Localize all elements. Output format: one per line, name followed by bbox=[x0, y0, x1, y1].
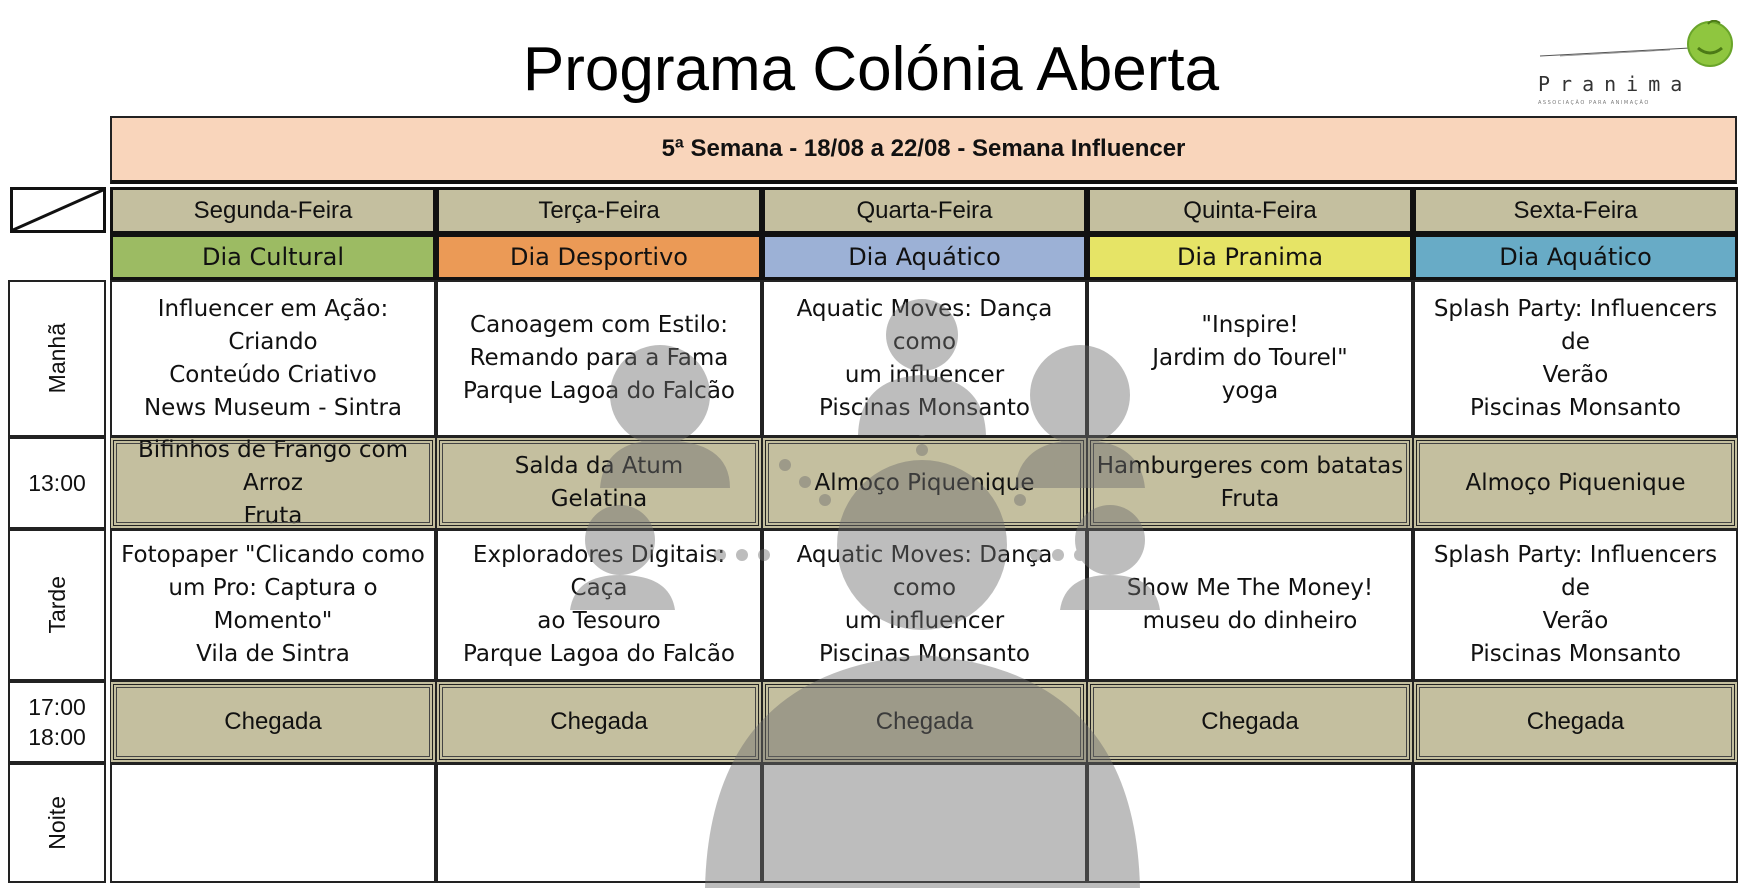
night-friday bbox=[1413, 763, 1738, 883]
afternoon-tuesday: Exploradores Digitais: Caça ao Tesouro Parque Lagoa do Falcão bbox=[436, 529, 762, 681]
theme-friday: Dia Aquático bbox=[1413, 234, 1738, 280]
lunch-thursday: Hamburgeres com batatas Fruta bbox=[1087, 437, 1413, 529]
green-apple-icon bbox=[1530, 20, 1735, 80]
logo-wordmark: Pranima bbox=[1538, 72, 1693, 96]
row-label-afternoon: Tarde bbox=[8, 529, 106, 681]
arrival-thursday: Chegada bbox=[1087, 681, 1413, 763]
lunch-monday: Bifinhos de Frango com Arroz Fruta bbox=[110, 437, 436, 529]
day-header-friday: Sexta-Feira bbox=[1413, 187, 1738, 234]
arrival-friday: Chegada bbox=[1413, 681, 1738, 763]
arrival-tuesday: Chegada bbox=[436, 681, 762, 763]
afternoon-wednesday: Aquatic Moves: Dança como um influencer Piscinas Monsanto bbox=[762, 529, 1087, 681]
morning-friday: Splash Party: Influencers de Verão Piscinas Monsanto bbox=[1413, 280, 1738, 437]
row-label-night: Noite bbox=[8, 763, 106, 883]
week-header: 5ª Semana - 18/08 a 22/08 - Semana Influencer bbox=[110, 116, 1737, 184]
row-label-morning: Manhã bbox=[8, 280, 106, 437]
night-wednesday bbox=[762, 763, 1087, 883]
theme-monday: Dia Cultural bbox=[110, 234, 436, 280]
theme-tuesday: Dia Desportivo bbox=[436, 234, 762, 280]
day-header-thursday: Quinta-Feira bbox=[1087, 187, 1413, 234]
lunch-tuesday: Salda da Atum Gelatina bbox=[436, 437, 762, 529]
lunch-friday: Almoço Piquenique bbox=[1413, 437, 1738, 529]
day-header-tuesday: Terça-Feira bbox=[436, 187, 762, 234]
afternoon-thursday: Show Me The Money! museu do dinheiro bbox=[1087, 529, 1413, 681]
night-thursday bbox=[1087, 763, 1413, 883]
theme-thursday: Dia Pranima bbox=[1087, 234, 1413, 280]
morning-tuesday: Canoagem com Estilo: Remando para a Fama Parque Lagoa do Falcão bbox=[436, 280, 762, 437]
morning-monday: Influencer em Ação: Criando Conteúdo Criativo News Museum - Sintra bbox=[110, 280, 436, 437]
theme-wednesday: Dia Aquático bbox=[762, 234, 1087, 280]
row-label-lunch: 13:00 bbox=[8, 437, 106, 529]
night-tuesday bbox=[436, 763, 762, 883]
day-header-monday: Segunda-Feira bbox=[110, 187, 436, 234]
corner-cell bbox=[10, 187, 106, 233]
logo-tagline: ASSOCIAÇÃO PARA ANIMAÇÃO bbox=[1538, 100, 1650, 106]
day-header-wednesday: Quarta-Feira bbox=[762, 187, 1087, 234]
arrival-monday: Chegada bbox=[110, 681, 436, 763]
morning-thursday: "Inspire! Jardim do Tourel" yoga bbox=[1087, 280, 1413, 437]
lunch-wednesday: Almoço Piquenique bbox=[762, 437, 1087, 529]
pranima-logo bbox=[1530, 20, 1735, 120]
afternoon-monday: Fotopaper "Clicando como um Pro: Captura o Momento" Vila de Sintra bbox=[110, 529, 436, 681]
row-label-arrival: 17:00 18:00 bbox=[8, 681, 106, 763]
arrival-wednesday: Chegada bbox=[762, 681, 1087, 763]
night-monday bbox=[110, 763, 436, 883]
page-title: Programa Colónia Aberta bbox=[522, 35, 1220, 104]
afternoon-friday: Splash Party: Influencers de Verão Piscinas Monsanto bbox=[1413, 529, 1738, 681]
morning-wednesday: Aquatic Moves: Dança como um influencer Piscinas Monsanto bbox=[762, 280, 1087, 437]
